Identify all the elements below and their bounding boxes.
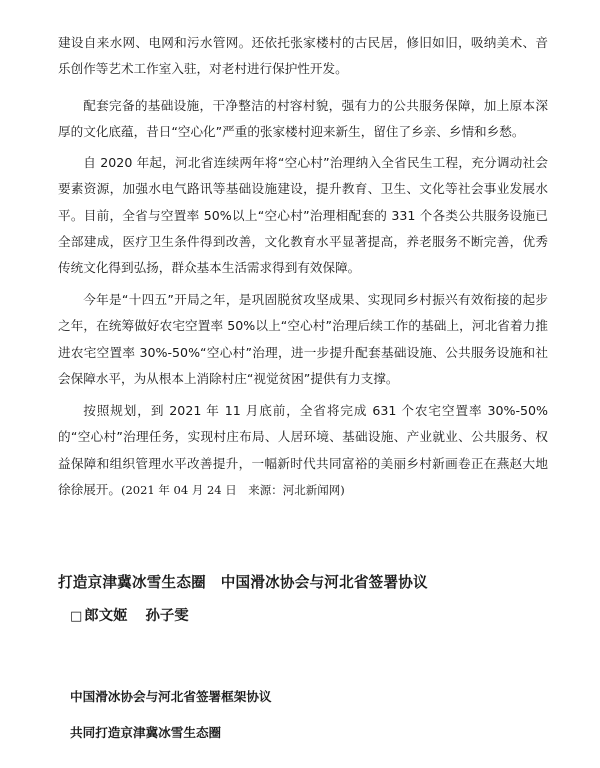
article-headline: 打造京津冀冰雪生态圈 中国滑冰协会与河北省签署协议: [58, 574, 428, 591]
subheading: 共同打造京津冀冰雪生态圈: [70, 725, 222, 740]
paragraph-14th-five-year: 今年是“十四五”开局之年，是巩固脱贫攻坚成果、实现同乡村振兴有效衔接的起步之年，在统筹做好农宅空置率 50%以上“空心村”治理后续工作的基础上，河北省着力推进农宅空置率 30%-50%“空心村”治理，进一步提升配套基础设施、公共服务设施和社会保障水平，为从根本上消除村庄“视觉贫困”提供有力支撑。: [58, 292, 548, 386]
author-name: 郎文姬: [84, 608, 128, 624]
paragraph-plan-text: 按照规划，到 2021 年 11 月底前，全省将完成 631 个农宅空置率 30%-50%的“空心村”治理任务，实现村庄布局、人居环境、基础设施、产业就业、公共服务、权益保障和组织管理水平改善提升，一幅新时代共同富裕的美丽乡村新画卷正在燕赵大地徐徐展开。: [58, 403, 548, 497]
subheading: 中国滑冰协会与河北省签署框架协议: [70, 689, 272, 704]
byline-box-icon: □: [70, 609, 83, 624]
byline: [70, 604, 189, 625]
paragraph-plan: [58, 398, 548, 503]
paragraph-infrastructure: 建设自来水网、电网和污水管网。还依托张家楼村的古民居，修旧如旧，吸纳美术、音乐创作等艺术工作室入驻，对老村进行保护性开发。: [58, 35, 548, 77]
author-name: 孙子雯: [145, 608, 189, 624]
paragraph-provincial-program: 自 2020 年起，河北省连续两年将“空心村”治理纳入全省民生工程，充分调动社会要素资源，加强水电气路讯等基础设施建设，提升教育、卫生、文化等社会事业发展水平。目前，全省与空置率 50%以上“空心村”治理相配套的 331 个各类公共服务设施已全部建成，医疗卫生条件得到改善，文化教育水平显著提高，养老服务不断完善，优秀传统文化得到弘扬，群众基本生活需求得到有效保障。: [58, 155, 548, 276]
source-note: (2021 年 04 月 24 日 来源：河北新闻网): [120, 482, 345, 497]
paragraph-village-revival: 配套完备的基础设施，干净整洁的村容村貌，强有力的公共服务保障，加上原本深厚的文化底蕴，昔日“空心化”严重的张家楼村迎来新生，留住了乡亲、乡情和乡愁。: [58, 98, 548, 140]
